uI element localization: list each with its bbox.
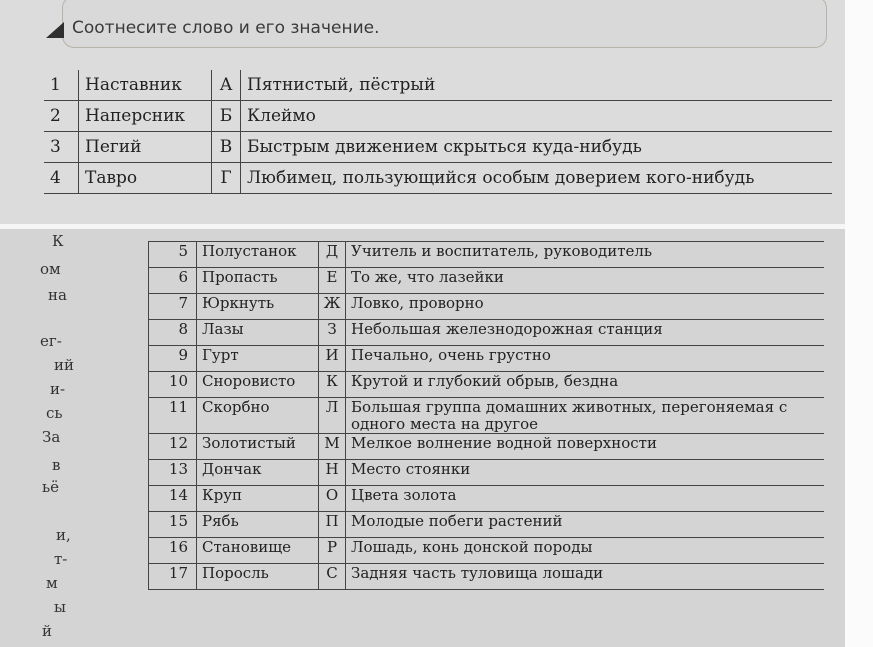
row-number: 16 xyxy=(149,538,197,564)
margin-fragment: и, xyxy=(56,526,71,544)
row-word: Юркнуть xyxy=(197,294,319,320)
triangle-icon xyxy=(46,22,64,38)
row-meaning: Место стоянки xyxy=(346,460,825,486)
row-meaning: Большая группа домашних животных, перегоняемая с одного места на другое xyxy=(346,398,825,434)
row-word: Дончак xyxy=(197,460,319,486)
row-letter: Н xyxy=(319,460,346,486)
margin-fragment: т- xyxy=(54,550,68,568)
row-meaning: Быстрым движением скрыться куда-нибудь xyxy=(241,132,833,163)
row-meaning: То же, что лазейки xyxy=(346,268,825,294)
margin-fragment: й xyxy=(42,622,52,640)
row-letter: Г xyxy=(212,163,241,194)
margin-fragment: ий xyxy=(54,356,74,374)
table-row xyxy=(149,320,825,346)
margin-fragment: на xyxy=(48,286,67,304)
matching-table-bottom xyxy=(148,241,824,590)
row-number: 1 xyxy=(44,70,79,101)
row-letter: С xyxy=(319,564,346,590)
row-letter: М xyxy=(319,434,346,460)
row-number: 15 xyxy=(149,512,197,538)
row-letter: Ж xyxy=(319,294,346,320)
row-meaning: Крутой и глубокий обрыв, бездна xyxy=(346,372,825,398)
table-row xyxy=(149,460,825,486)
row-number: 7 xyxy=(149,294,197,320)
row-number: 8 xyxy=(149,320,197,346)
row-number: 12 xyxy=(149,434,197,460)
row-meaning: Мелкое волнение водной поверхности xyxy=(346,434,825,460)
row-word: Наставник xyxy=(79,70,212,101)
table-row xyxy=(149,372,825,398)
table-row xyxy=(149,346,825,372)
row-letter: В xyxy=(212,132,241,163)
row-word: Тавро xyxy=(79,163,212,194)
matching-table-top xyxy=(44,70,832,194)
margin-fragment: и- xyxy=(50,380,66,398)
row-word: Полустанок xyxy=(197,242,319,268)
row-number: 9 xyxy=(149,346,197,372)
row-number: 5 xyxy=(149,242,197,268)
table-row xyxy=(44,163,832,194)
row-meaning: Молодые побеги растений xyxy=(346,512,825,538)
row-word: Пегий xyxy=(79,132,212,163)
table-row xyxy=(149,564,825,590)
row-word: Пропасть xyxy=(197,268,319,294)
row-word: Скорбно xyxy=(197,398,319,434)
margin-fragment: в xyxy=(52,456,61,474)
margin-fragment: м xyxy=(46,574,58,592)
table-row xyxy=(149,398,825,434)
margin-fragment: К xyxy=(52,232,64,250)
row-word: Сноровисто xyxy=(197,372,319,398)
row-letter: Р xyxy=(319,538,346,564)
row-meaning: Задняя часть туловища лошади xyxy=(346,564,825,590)
row-meaning: Ловко, проворно xyxy=(346,294,825,320)
row-meaning: Цвета золота xyxy=(346,486,825,512)
table-row xyxy=(149,434,825,460)
row-meaning: Печально, очень грустно xyxy=(346,346,825,372)
row-word: Гурт xyxy=(197,346,319,372)
row-word: Круп xyxy=(197,486,319,512)
row-word: Становище xyxy=(197,538,319,564)
row-letter: З xyxy=(319,320,346,346)
margin-fragment: ег- xyxy=(40,332,62,350)
row-letter: И xyxy=(319,346,346,372)
margin-fragment: ы xyxy=(54,598,66,616)
table-row xyxy=(149,486,825,512)
row-word: Золотистый xyxy=(197,434,319,460)
table-row xyxy=(44,132,832,163)
row-meaning: Пятнистый, пёстрый xyxy=(241,70,833,101)
row-word: Лазы xyxy=(197,320,319,346)
row-number: 17 xyxy=(149,564,197,590)
row-meaning: Небольшая железнодорожная станция xyxy=(346,320,825,346)
task-title: Соотнесите слово и его значение. xyxy=(72,18,380,38)
row-meaning: Клеймо xyxy=(241,101,833,132)
table-row xyxy=(44,70,832,101)
table-row xyxy=(149,538,825,564)
row-word: Рябь xyxy=(197,512,319,538)
row-letter: Е xyxy=(319,268,346,294)
row-number: 13 xyxy=(149,460,197,486)
row-number: 14 xyxy=(149,486,197,512)
table-row xyxy=(149,268,825,294)
margin-fragment: ом xyxy=(40,260,61,278)
table-row xyxy=(149,242,825,268)
row-word: Наперсник xyxy=(79,101,212,132)
row-letter: П xyxy=(319,512,346,538)
row-letter: А xyxy=(212,70,241,101)
right-edge-gap xyxy=(845,0,873,647)
table-row xyxy=(44,101,832,132)
row-meaning: Лошадь, конь донской породы xyxy=(346,538,825,564)
row-meaning: Любимец, пользующийся особым доверием кого-нибудь xyxy=(241,163,833,194)
margin-fragment: За xyxy=(42,428,61,446)
row-meaning: Учитель и воспитатель, руководитель xyxy=(346,242,825,268)
row-number: 4 xyxy=(44,163,79,194)
row-number: 11 xyxy=(149,398,197,434)
table-row xyxy=(149,294,825,320)
row-number: 2 xyxy=(44,101,79,132)
table-row xyxy=(149,512,825,538)
row-letter: К xyxy=(319,372,346,398)
row-letter: Л xyxy=(319,398,346,434)
row-letter: Б xyxy=(212,101,241,132)
row-word: Поросль xyxy=(197,564,319,590)
margin-fragment: ьё xyxy=(42,478,60,496)
row-number: 3 xyxy=(44,132,79,163)
row-number: 6 xyxy=(149,268,197,294)
row-number: 10 xyxy=(149,372,197,398)
row-letter: О xyxy=(319,486,346,512)
row-letter: Д xyxy=(319,242,346,268)
margin-fragment: сь xyxy=(46,404,63,422)
